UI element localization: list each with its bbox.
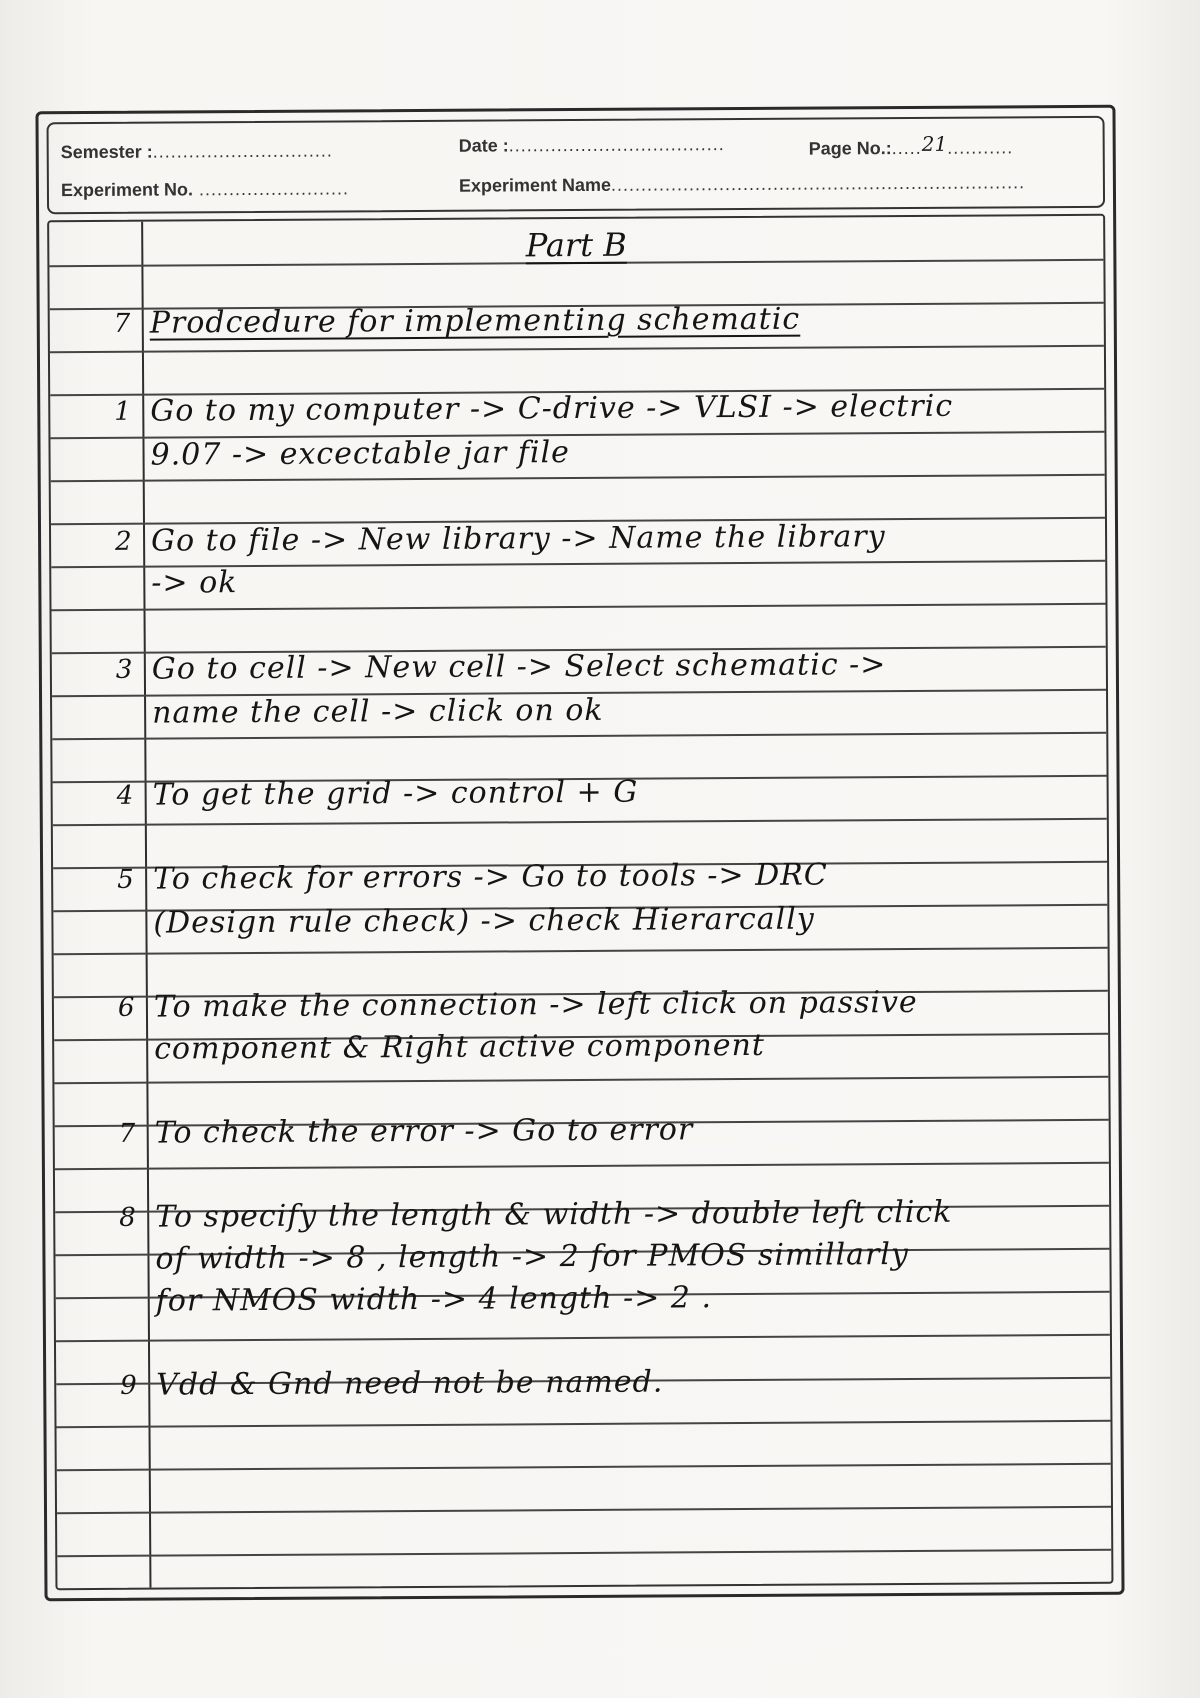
step-8-number: 8 (119, 1202, 136, 1233)
step-2-number: 2 (114, 526, 132, 557)
step-2-line-2: -> ok (151, 565, 238, 601)
experiment-no-label: Experiment No. (60, 179, 194, 201)
step-2-line-1: Go to file -> New library -> Name the library (150, 519, 886, 559)
step-8-line-1: To specify the length & width -> double left click (155, 1194, 953, 1235)
step-5-line-2: (Design rule check) -> check Hierarcally (153, 901, 815, 941)
page-header (47, 116, 1106, 214)
notes-title: Part B (525, 225, 627, 265)
step-1-line-1: Go to my computer -> C-drive -> VLSI -> electric (150, 388, 954, 429)
step-9-line-1: Vdd & Gnd need not be named. (156, 1364, 664, 1403)
step-6-number: 6 (117, 992, 135, 1023)
step-8-line-3: for NMOS width -> 4 length -> 2 . (155, 1280, 713, 1319)
semester-field: Semester :.............................. (60, 140, 333, 163)
step-8-line-2: of width -> 8 , length -> 2 for PMOS simillarly (155, 1236, 910, 1277)
step-3-line-2: name the cell -> click on ok (152, 692, 604, 731)
semester-label: Semester : (60, 141, 153, 163)
step-3-number: 3 (115, 654, 133, 685)
step-5-line-1: To check for errors -> Go to tools -> DRC (153, 857, 828, 897)
experiment-no-field: Experiment No. ......................... (60, 178, 350, 201)
heading-number: 7 (113, 308, 131, 339)
page-frame (35, 105, 1124, 1602)
experiment-name-field: Experiment Name..................................................................... (458, 172, 1026, 196)
date-label: Date : (458, 135, 509, 156)
step-1-number: 1 (114, 396, 131, 427)
step-4-number: 4 (116, 780, 134, 811)
step-7-number: 7 (118, 1118, 136, 1149)
step-5-number: 5 (117, 864, 134, 895)
step-6-line-1: To make the connection -> left click on passive (153, 984, 918, 1025)
step-9-number: 9 (120, 1370, 137, 1401)
step-7-line-1: To check the error -> Go to error (154, 1112, 694, 1151)
step-6-line-2: component & Right active component (154, 1027, 766, 1067)
step-4-line-1: To get the grid -> control + G (152, 774, 639, 813)
page-number-field: Page No.:.....21........... (808, 131, 1014, 159)
handwritten-notes (49, 216, 1111, 1588)
step-1-line-2: 9.07 -> excectable jar file (150, 435, 570, 473)
step-3-line-1: Go to cell -> New cell -> Select schematic -> (151, 647, 887, 687)
page-number-label: Page No.: (808, 138, 892, 159)
experiment-name-label: Experiment Name (458, 174, 612, 196)
ruled-writing-area (47, 214, 1113, 1590)
page-number-value: 21 (921, 131, 948, 156)
procedure-heading: Prodcedure for implementing schematic (149, 301, 801, 341)
date-field: Date :.................................... (458, 134, 725, 156)
